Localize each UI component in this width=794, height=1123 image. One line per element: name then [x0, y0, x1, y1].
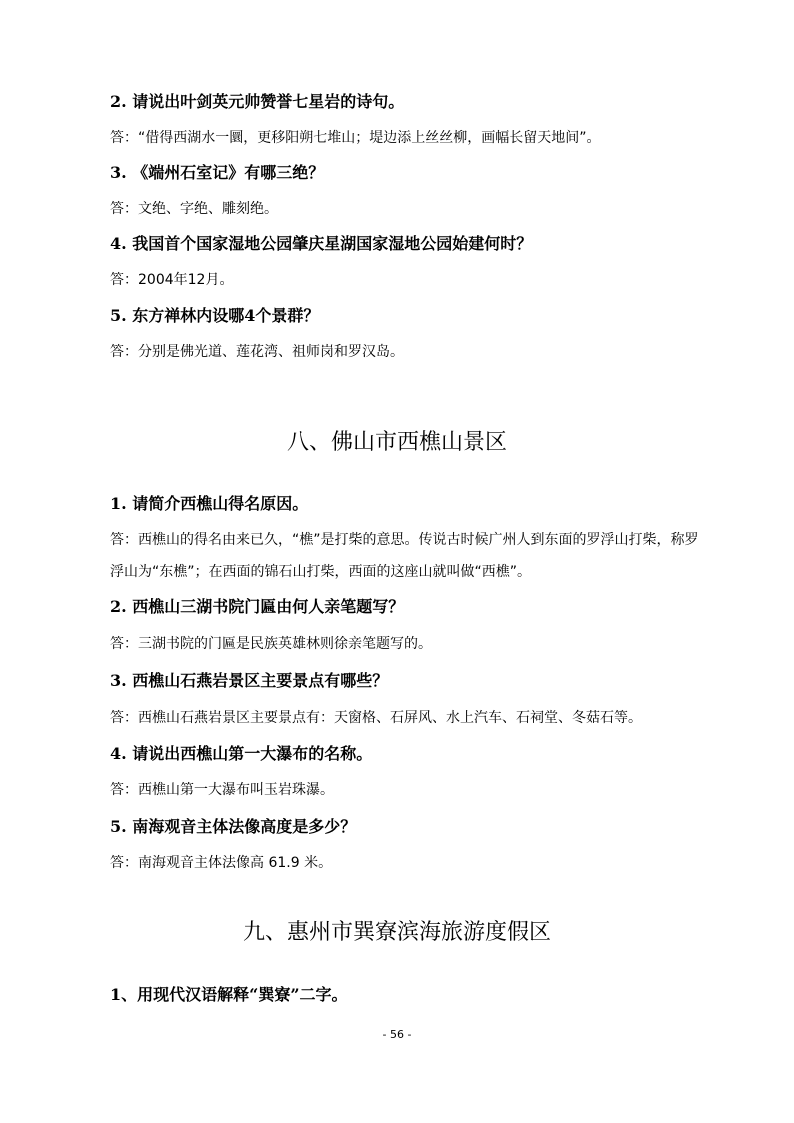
section-heading-8: 八、佛山市西樵山景区 [286, 430, 507, 455]
s8-answer-3: 答：西樵山石燕岩景区主要景点有：天窗格、石屏风、水上汽车、石祠堂、冬菇石等。 [110, 710, 642, 726]
s8-answer-4: 答：西樵山第一大瀑布叫玉岩珠瀑。 [110, 782, 334, 798]
answer-3: 答：文绝、字绝、雕刻绝。 [110, 201, 278, 217]
s8-answer-1-line2: 浮山为“东樵”；在西面的锦石山打柴，西面的这座山就叫做“西樵”。 [110, 564, 532, 580]
answer-2: 答：“借得西湖水一圜，更移阳朔七堆山；堤边添上丝丝柳，画幅长留天地间”。 [110, 130, 601, 146]
s8-answer-5: 答：南海观音主体法像高 61.9 米。 [110, 855, 333, 871]
s9-question-1: 1、用现代汉语解释“巽寮”二字。 [110, 985, 348, 1004]
question-3: 3. 《端州石室记》有哪三绝？ [110, 163, 325, 182]
section-heading-9: 九、惠州市巽寮滨海旅游度假区 [242, 920, 551, 945]
question-5: 5. 东方禅林内设哪4个景群？ [110, 306, 320, 325]
s8-answer-2: 答：三湖书院的门匾是民族英雄林则徐亲笔题写的。 [110, 636, 432, 652]
answer-5: 答：分别是佛光道、莲花湾、祖师岗和罗汉岛。 [110, 344, 404, 360]
answer-4: 答：2004年12月。 [110, 272, 234, 288]
s8-question-1: 1. 请简介西樵山得名原因。 [110, 494, 309, 513]
s8-question-4: 4. 请说出西樵山第一大瀑布的名称。 [110, 744, 373, 763]
s8-question-2: 2. 西樵山三湖书院门匾由何人亲笔题写？ [110, 597, 405, 616]
s8-answer-1-line1: 答：西樵山的得名由来已久，“樵”是打柴的意思。传说古时候广州人到东面的罗浮山打柴，称罗 [110, 532, 699, 548]
question-2: 2. 请说出叶剑英元帅赞誉七星岩的诗句。 [110, 92, 405, 111]
page-number: - 56 - [382, 1028, 412, 1041]
s8-question-5: 5. 南海观音主体法像高度是多少？ [110, 817, 357, 836]
question-4: 4. 我国首个国家湿地公园肇庆星湖国家湿地公园始建何时？ [110, 234, 533, 253]
s8-question-3: 3. 西樵山石燕岩景区主要景点有哪些？ [110, 671, 389, 690]
